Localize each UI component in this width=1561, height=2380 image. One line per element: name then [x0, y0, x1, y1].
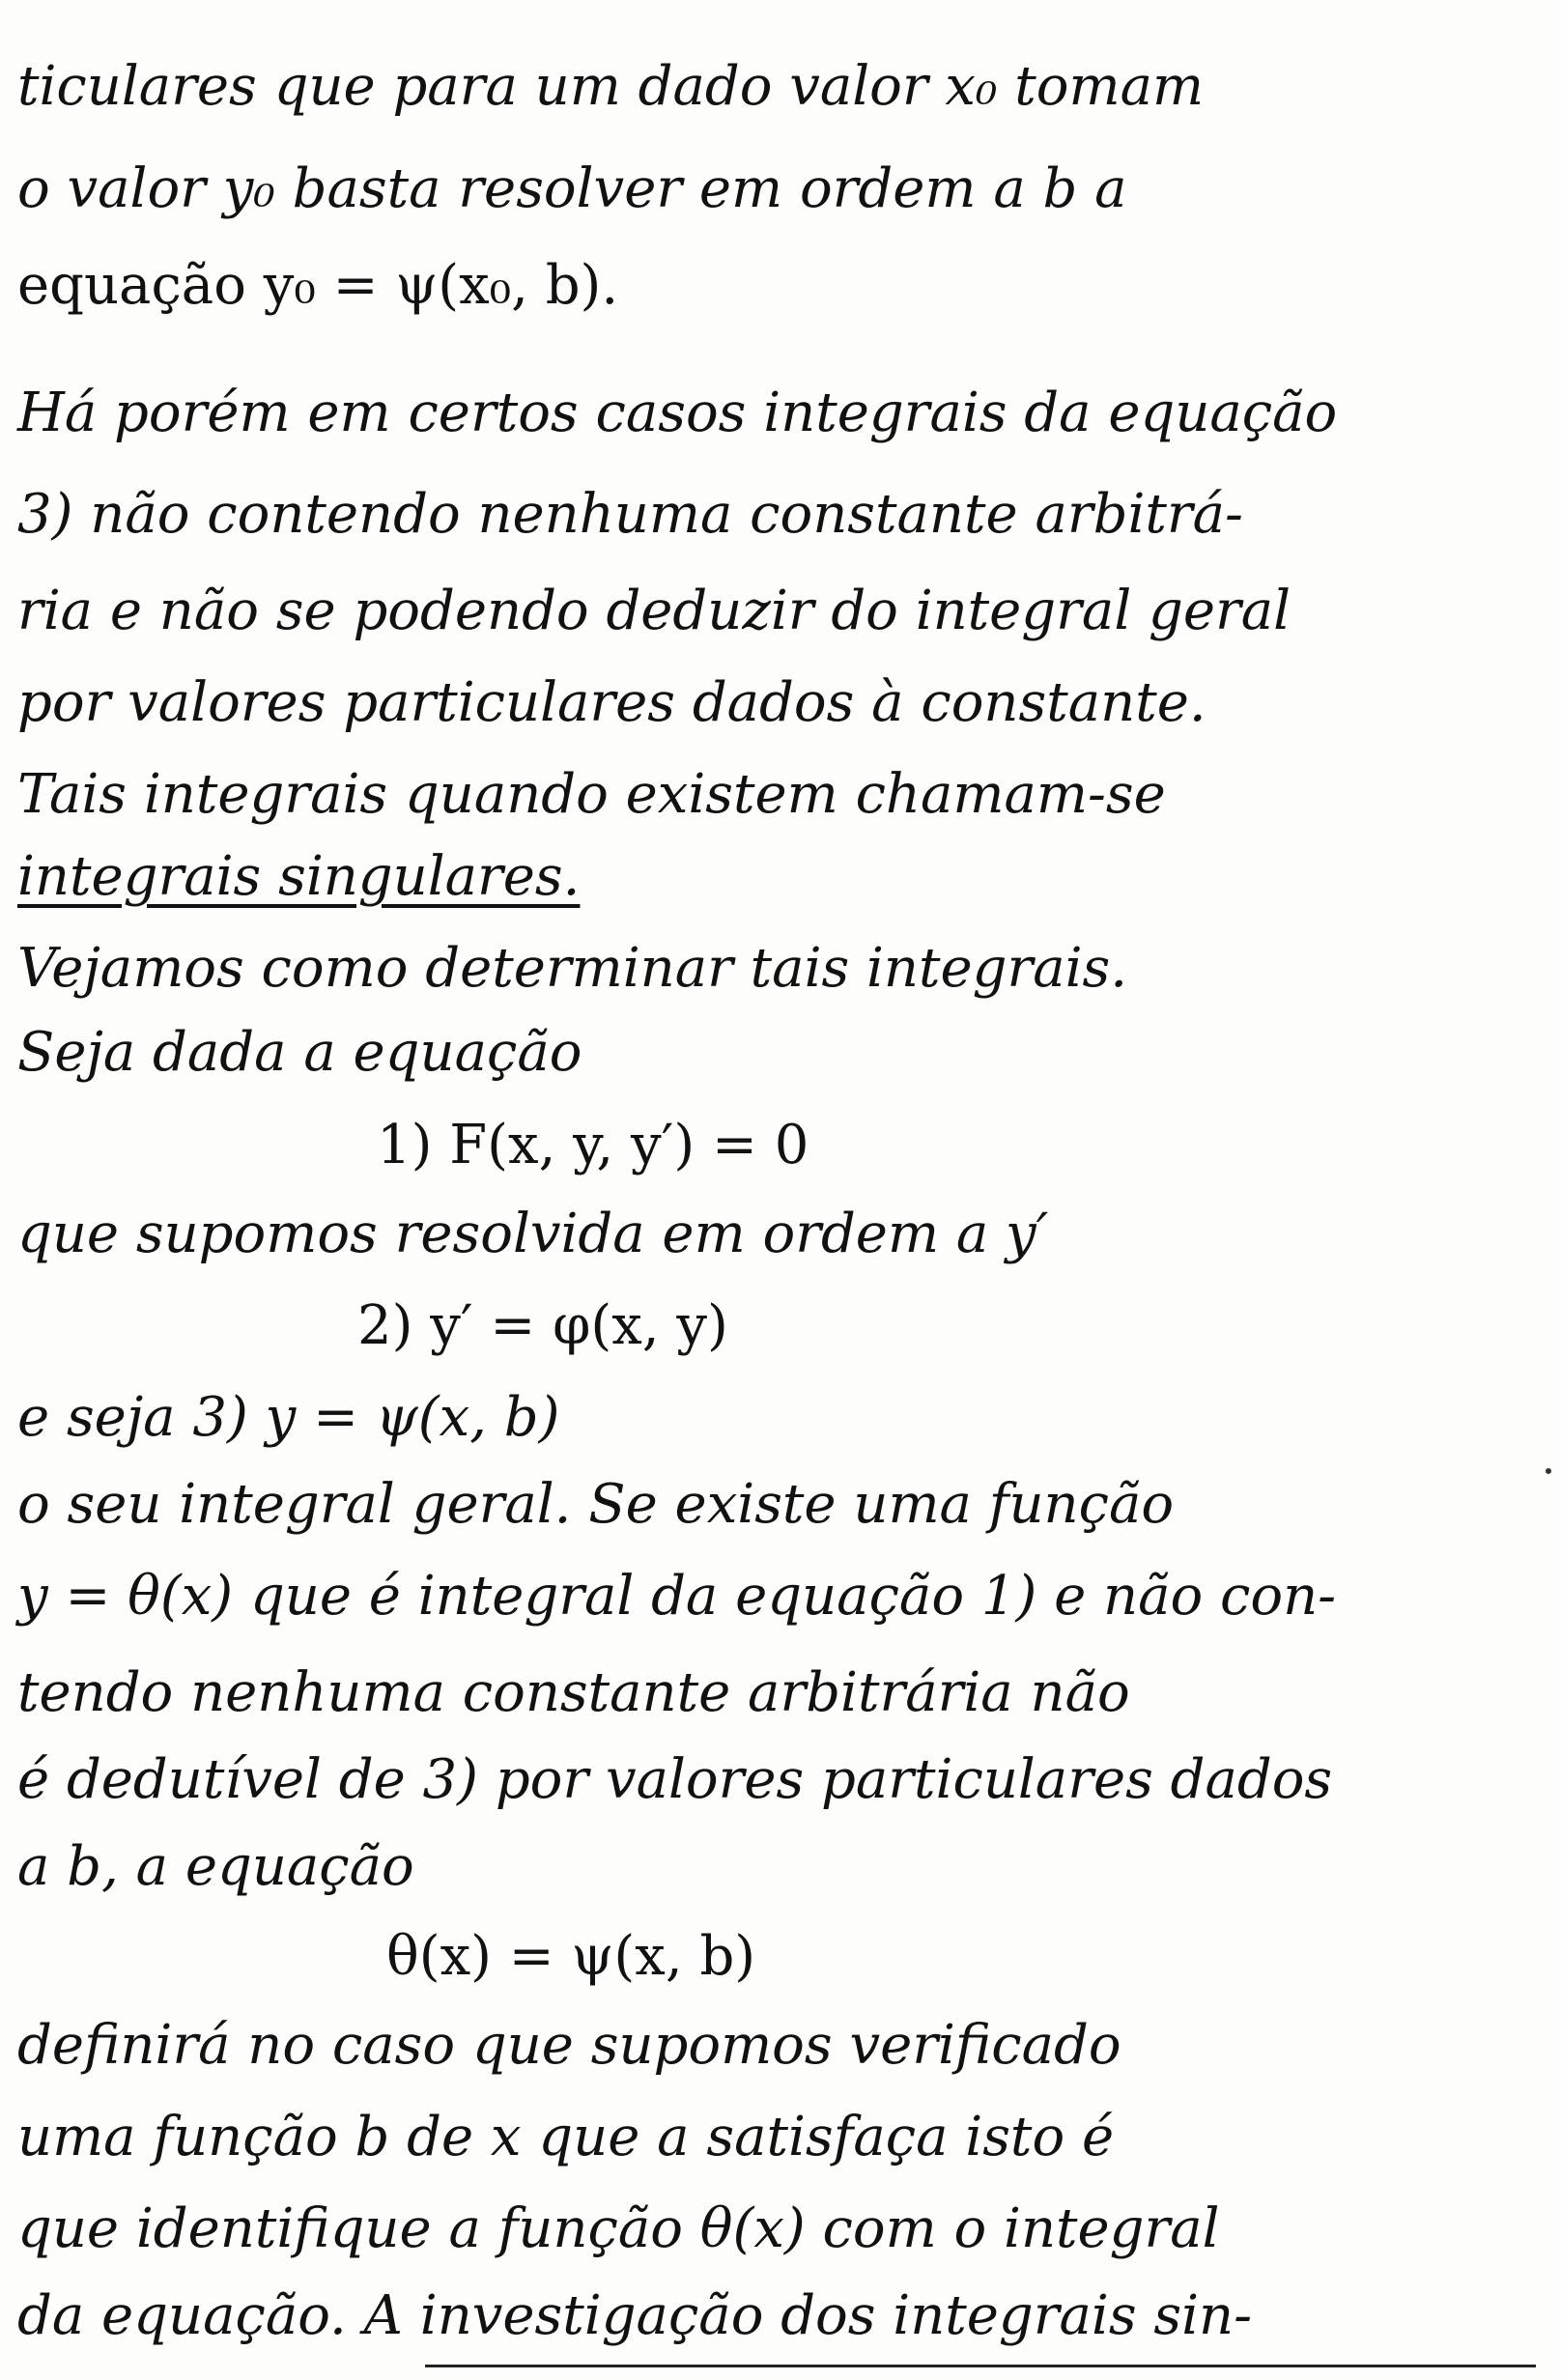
text-line-4: Há porém em certos casos integrais da equação — [17, 382, 1338, 444]
text-line-17: y = θ(x) que é integral da equação 1) e não con- — [17, 1565, 1337, 1628]
text-line-20: a b, a equação — [17, 1835, 414, 1898]
text-line-9-underlined: integrais singulares. — [17, 845, 581, 908]
text-line-13: que supomos resolvida em ordem a y′ — [17, 1203, 1049, 1265]
equation-3: θ(x) = ψ(x, b) — [386, 1925, 756, 1988]
text-line-6: ria e não se podendo deduzir do integral geral — [17, 580, 1291, 642]
text-line-10: Vejamos como determinar tais integrais. — [17, 937, 1128, 1000]
text-line-25: da equação. A investigação dos integrais sin- — [17, 2284, 1253, 2347]
text-line-2: o valor y₀ basta resolver em ordem a b a — [17, 157, 1127, 220]
text-line-7: por valores particulares dados à constante. — [17, 671, 1206, 734]
text-line-19: é dedutível de 3) por valores particulares dados — [17, 1748, 1333, 1811]
text-line-11: Seja dada a equação — [17, 1021, 582, 1084]
bottom-rule-divider — [425, 2365, 1536, 2367]
equation-1: 1) F(x, y, y′) = 0 — [377, 1114, 809, 1176]
text-line-15: e seja 3) y = ψ(x, b) — [17, 1386, 560, 1449]
text-line-22: definirá no caso que supomos verificado — [17, 2014, 1121, 2077]
text-line-1: ticulares que para um dado valor x₀ tomam — [17, 55, 1205, 118]
text-line-18: tendo nenhuma constante arbitrária não — [17, 1661, 1130, 1724]
text-line-8: Tais integrais quando existem chamam-se — [17, 763, 1166, 826]
text-line-23: uma função b de x que a satisfaça isto é — [17, 2106, 1115, 2168]
text-line-16: o seu integral geral. Se existe uma função — [17, 1473, 1175, 1536]
text-line-3: equação y₀ = ψ(x₀, b). — [17, 254, 619, 317]
equation-2: 2) y′ = φ(x, y) — [357, 1294, 728, 1357]
text-line-5: 3) não contendo nenhuma constante arbitrá- — [17, 483, 1243, 546]
ink-dot-mark — [1546, 1468, 1551, 1474]
text-line-24: que identifique a função θ(x) com o integral — [17, 2197, 1220, 2260]
